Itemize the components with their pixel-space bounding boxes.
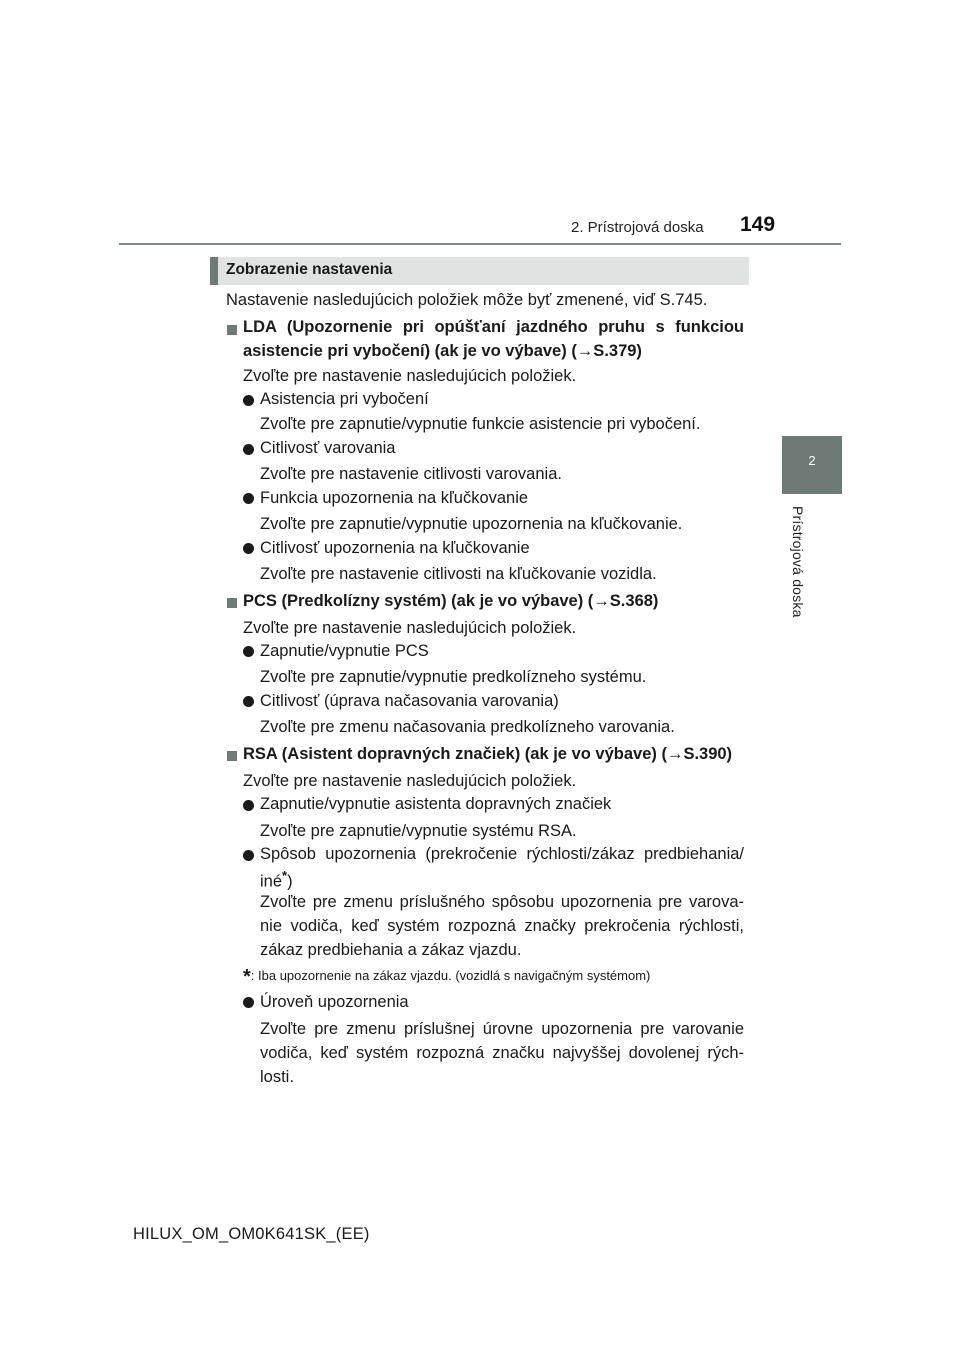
asterisk-mark: * bbox=[282, 868, 288, 883]
bullet-dot-icon bbox=[243, 395, 254, 406]
chapter-tab: 2 bbox=[782, 436, 842, 494]
lda-heading-line2: asistencie pri vybočení) (ak je vo výbave) (→S.379) bbox=[243, 342, 642, 360]
header-divider bbox=[119, 243, 841, 245]
section-title: Zobrazenie nastavenia bbox=[226, 261, 393, 278]
bullet-dot-icon bbox=[243, 850, 254, 861]
rsa-item-label: Úroveň upozornenia bbox=[260, 993, 409, 1011]
footer-document-code: HILUX_OM_OM0K641SK_(EE) bbox=[133, 1225, 370, 1243]
bullet-dot-icon bbox=[243, 493, 254, 504]
footnote-text: : Iba upozornenie na zákaz vjazdu. (vozidlá s navigačným systémom) bbox=[250, 968, 651, 983]
rsa-item-desc-line2: vodiča, keď systém rozpozná značku najvyššej dovolenej rých- bbox=[260, 1044, 744, 1062]
section-title-box bbox=[210, 257, 749, 285]
lda-item-desc: Zvoľte pre nastavenie citlivosti na kľučkovanie vozidla. bbox=[260, 565, 657, 583]
rsa-heading: RSA (Asistent dopravných značiek) (ak je vo výbave) (→S.390) bbox=[243, 745, 733, 763]
pcs-item-desc: Zvoľte pre zapnutie/vypnutie predkolízneho systému. bbox=[260, 668, 647, 686]
bullet-dot-icon bbox=[243, 800, 254, 811]
rsa-item-desc-line1: Zvoľte pre zmenu príslušnej úrovne upozornenia pre varovanie bbox=[260, 1020, 744, 1038]
bullet-dot-icon bbox=[243, 543, 254, 554]
square-bullet-icon bbox=[227, 751, 237, 761]
page-number: 149 bbox=[740, 213, 776, 236]
rsa-item-desc-line2: nie vodiča, keď systém rozpozná značky prekročenia rýchlosti, bbox=[260, 917, 744, 935]
lda-item-desc: Zvoľte pre zapnutie/vypnutie upozornenia na kľučkovanie. bbox=[260, 515, 683, 533]
rsa-item-desc-line3: zákaz predbiehania a zákaz vjazdu. bbox=[260, 941, 522, 959]
lda-item-desc: Zvoľte pre zapnutie/vypnutie funkcie asistencie pri vybočení. bbox=[260, 415, 701, 433]
header-section-title: 2. Prístrojová doska bbox=[571, 219, 704, 236]
bullet-dot-icon bbox=[243, 444, 254, 455]
lda-item-label: Citlivosť varovania bbox=[260, 439, 396, 457]
lda-item-label: Citlivosť upozornenia na kľučkovanie bbox=[260, 539, 530, 557]
footnote-mark: * bbox=[243, 966, 251, 988]
bullet-dot-icon bbox=[243, 646, 254, 657]
bullet-dot-icon bbox=[243, 997, 254, 1008]
bullet-dot-icon bbox=[243, 696, 254, 707]
lda-intro: Zvoľte pre nastavenie nasledujúcich položiek. bbox=[243, 367, 577, 385]
lda-heading-line1: LDA (Upozornenie pri opúšťaní jazdného pruhu s funkciou bbox=[243, 318, 744, 336]
rsa-item-desc: Zvoľte pre zapnutie/vypnutie systému RSA. bbox=[260, 822, 577, 840]
rsa-item-label-line1: Spôsob upozornenia (prekročenie rýchlosti/zákaz predbiehania/ bbox=[260, 845, 744, 863]
lda-item-desc: Zvoľte pre nastavenie citlivosti varovania. bbox=[260, 465, 562, 483]
pcs-item-desc: Zvoľte pre zmenu načasovania predkolízneho varovania. bbox=[260, 718, 675, 736]
rsa-item-label: Zapnutie/vypnutie asistenta dopravných značiek bbox=[260, 795, 612, 813]
rsa-item-label-text: iné bbox=[260, 872, 283, 891]
pcs-item-label: Citlivosť (úprava načasovania varovania) bbox=[260, 692, 559, 710]
pcs-intro: Zvoľte pre nastavenie nasledujúcich položiek. bbox=[243, 619, 577, 637]
pcs-item-label: Zapnutie/vypnutie PCS bbox=[260, 642, 429, 660]
footnote bbox=[243, 963, 650, 986]
lda-item-label: Asistencia pri vybočení bbox=[260, 390, 429, 408]
rsa-item-label-line2 bbox=[260, 868, 293, 892]
rsa-intro: Zvoľte pre nastavenie nasledujúcich položiek. bbox=[243, 772, 577, 790]
pcs-heading: PCS (Predkolízny systém) (ak je vo výbave) (→S.368) bbox=[243, 592, 659, 610]
square-bullet-icon bbox=[227, 325, 237, 335]
lda-item-label: Funkcia upozornenia na kľučkovanie bbox=[260, 489, 529, 507]
rsa-item-label-close: ) bbox=[287, 872, 293, 891]
square-bullet-icon bbox=[227, 598, 237, 608]
intro-text: Nastavenie nasledujúcich položiek môže byť zmenené, viď S.745. bbox=[226, 291, 708, 309]
chapter-label: Prístrojová doska bbox=[790, 506, 806, 618]
rsa-item-desc-line1: Zvoľte pre zmenu príslušného spôsobu upozornenia pre varova- bbox=[260, 893, 744, 911]
rsa-item-desc-line3: losti. bbox=[260, 1068, 294, 1086]
